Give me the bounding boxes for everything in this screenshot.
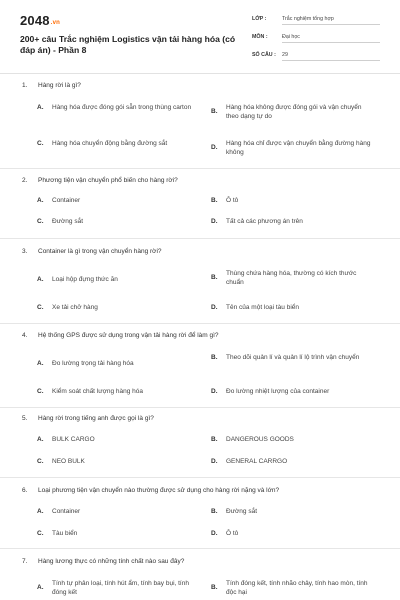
- question-text: Hàng rời trong tiếng anh được gọi là gì?: [38, 415, 154, 422]
- option-letter: A.: [37, 436, 44, 443]
- option-a[interactable]: [37, 276, 200, 285]
- meta-value: Đại học: [282, 31, 380, 43]
- option-letter: B.: [211, 354, 218, 361]
- option-letter: C.: [37, 388, 44, 395]
- question-number: 7.: [22, 558, 28, 565]
- option-a[interactable]: [37, 104, 200, 113]
- meta-row-count: [252, 49, 380, 67]
- option-letter: A.: [37, 197, 44, 204]
- option-text: DANGEROUS GOODS: [226, 436, 294, 443]
- option-text: Container: [52, 508, 81, 515]
- option-letter: D.: [211, 530, 218, 537]
- option-letter: D.: [211, 458, 218, 465]
- option-letter: B.: [211, 108, 218, 116]
- question-header: [22, 487, 279, 494]
- option-text: BULK CARGO: [52, 436, 95, 443]
- option-letter: B.: [211, 508, 218, 515]
- question-number: 6.: [22, 487, 28, 494]
- question-divider: [0, 407, 400, 408]
- option-d[interactable]: [211, 140, 374, 157]
- question-text: Container là gì trong vận chuyển hàng rời?: [38, 248, 162, 255]
- question-text: Loại phương tiện vận chuyển nào thường được sử dụng cho hàng rời nặng và lớn?: [38, 487, 280, 494]
- page-title: 200+ câu Trắc nghiệm Logistics vận tải hàng hóa (có đáp án) - Phần 8: [20, 34, 236, 55]
- option-c[interactable]: [37, 218, 200, 227]
- option-text: Hàng hóa không được đóng gói và vận chuyển theo dạng tự do: [226, 104, 362, 120]
- question-number: 3.: [22, 248, 28, 255]
- option-text: Ô tô: [226, 530, 239, 537]
- meta-value: 29: [282, 49, 380, 61]
- option-text: Container: [52, 197, 81, 204]
- question-header: [22, 82, 81, 89]
- option-a[interactable]: [37, 580, 200, 597]
- option-text: NEO BULK: [52, 458, 85, 465]
- option-b[interactable]: [211, 197, 374, 206]
- option-text: Hàng hóa được đóng gói sẵn trong thùng carton: [52, 104, 192, 111]
- option-d[interactable]: [211, 388, 374, 397]
- option-c[interactable]: [37, 530, 200, 539]
- meta-row-subject: [252, 31, 380, 49]
- option-a[interactable]: [37, 197, 200, 206]
- question-divider: [0, 548, 400, 549]
- logo-suffix: .vn: [50, 20, 61, 26]
- question-text: Phương tiện vận chuyển phổ biến cho hàng rời?: [38, 177, 178, 184]
- option-d[interactable]: [211, 530, 374, 539]
- page-header: [0, 0, 400, 72]
- option-text: Loại hộp đựng thức ăn: [52, 276, 118, 283]
- option-b[interactable]: [211, 354, 374, 363]
- option-a[interactable]: [37, 508, 200, 517]
- option-a[interactable]: [37, 436, 200, 445]
- option-letter: C.: [37, 140, 44, 147]
- option-letter: A.: [37, 508, 44, 515]
- option-b[interactable]: [211, 104, 374, 121]
- option-text: Đường sắt: [226, 508, 258, 515]
- option-c[interactable]: [37, 140, 200, 149]
- option-c[interactable]: [37, 388, 200, 397]
- question-header: [22, 558, 184, 565]
- option-text: Tất cả các phương án trên: [226, 218, 303, 225]
- option-text: Tính đóng kết, tính nhão chảy, tính hao mòn, tính độc hại: [226, 580, 368, 596]
- meta-info: [252, 13, 380, 67]
- question-divider: [0, 168, 400, 169]
- question-number: 1.: [22, 82, 28, 89]
- option-letter: B.: [211, 584, 218, 592]
- option-text: Đo lường nhiệt lượng của container: [226, 388, 330, 395]
- option-letter: C.: [37, 218, 44, 225]
- option-d[interactable]: [211, 218, 374, 227]
- option-text: Thùng chứa hàng hóa, thường có kích thước chuẩn: [226, 270, 357, 286]
- question-divider: [0, 477, 400, 478]
- option-d[interactable]: [211, 304, 374, 313]
- option-letter: C.: [37, 458, 44, 465]
- question-number: 4.: [22, 332, 28, 339]
- option-letter: D.: [211, 388, 218, 395]
- option-text: Đường sắt: [52, 218, 84, 225]
- meta-label: MÔN :: [252, 34, 268, 40]
- option-letter: D.: [211, 144, 218, 152]
- meta-label: LỚP :: [252, 16, 267, 22]
- option-text: Ô tô: [226, 197, 239, 204]
- option-letter: B.: [211, 197, 218, 204]
- option-letter: A.: [37, 276, 44, 283]
- question-number: 2.: [22, 177, 28, 184]
- option-text: GENERAL CARRGO: [226, 458, 288, 465]
- logo-main: 2048: [20, 13, 50, 28]
- option-letter: A.: [37, 360, 44, 367]
- option-b[interactable]: [211, 270, 374, 287]
- question-header: [22, 332, 219, 339]
- option-letter: D.: [211, 304, 218, 311]
- option-letter: C.: [37, 304, 44, 311]
- option-text: Đo lường trọng tải hàng hóa: [52, 360, 134, 367]
- option-letter: D.: [211, 218, 218, 225]
- question-text: Hệ thống GPS được sử dụng trong vận tải hàng rời để làm gì?: [38, 332, 219, 339]
- option-text: Tính tự phân loại, tính hút ẩm, tính bay bụi, tính đóng kết: [52, 580, 189, 596]
- option-text: Tên của một loại tàu biển: [226, 304, 299, 311]
- option-text: Xe tải chở hàng: [52, 304, 98, 311]
- option-c[interactable]: [37, 304, 200, 313]
- option-a[interactable]: [37, 360, 200, 369]
- meta-label: SỐ CÂU :: [252, 52, 276, 58]
- option-text: Theo dõi quản lí và quản lí lộ trình vận chuyển: [226, 354, 360, 361]
- option-b[interactable]: [211, 436, 374, 445]
- option-letter: B.: [211, 274, 218, 282]
- option-letter: C.: [37, 530, 44, 537]
- meta-value: Trắc nghiệm tổng hợp: [282, 13, 380, 25]
- option-letter: A.: [37, 104, 44, 111]
- question-header: [22, 177, 178, 184]
- option-b[interactable]: [211, 508, 374, 517]
- option-text: Tàu biển: [52, 530, 78, 537]
- option-d[interactable]: [211, 458, 374, 467]
- option-text: Hàng hóa chỉ được vận chuyển bằng đường hàng không: [226, 140, 371, 156]
- option-letter: B.: [211, 436, 218, 443]
- option-b[interactable]: [211, 580, 374, 597]
- question-text: Hàng rời là gì?: [38, 82, 81, 89]
- option-c[interactable]: [37, 458, 200, 467]
- question-number: 5.: [22, 415, 28, 422]
- question-text: Hàng lương thực có những tính chất nào sau đây?: [38, 558, 185, 565]
- option-letter: A.: [37, 584, 44, 592]
- question-divider: [0, 238, 400, 239]
- option-text: Hàng hóa chuyển động bằng đường sắt: [52, 140, 168, 147]
- question-header: [22, 415, 154, 422]
- site-logo[interactable]: [20, 13, 60, 28]
- meta-row-class: [252, 13, 380, 31]
- option-text: Kiểm soát chất lượng hàng hóa: [52, 388, 144, 395]
- header-divider: [0, 73, 400, 74]
- question-divider: [0, 323, 400, 324]
- question-header: [22, 248, 162, 255]
